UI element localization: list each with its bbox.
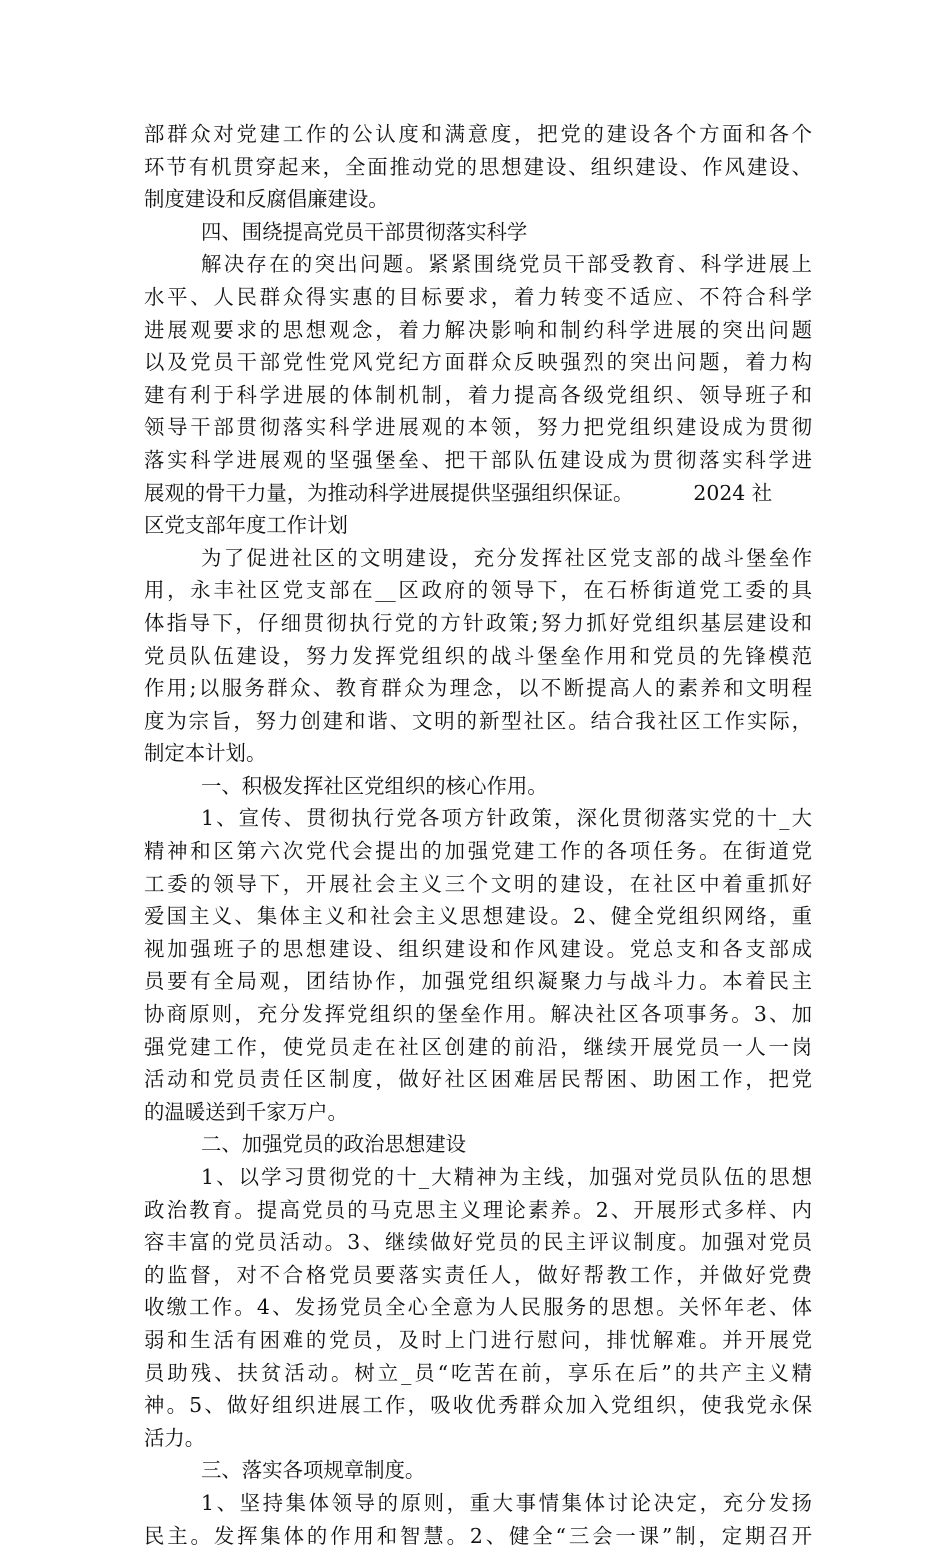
- text-line-content: 协商原则，充分发挥党组织的堡垒作用。解决社区各项事务。3、加: [144, 1002, 812, 1027]
- text-line-content: 1、坚持集体领导的原则，重大事情集体讨论决定，充分发扬: [201, 1490, 812, 1515]
- text-line: [144, 1161, 812, 1194]
- text-line-content: 精神和区第六次党代会提出的加强党建工作的各项任务。在街道党: [144, 839, 812, 864]
- text-line: [144, 216, 812, 249]
- text-line: [144, 118, 812, 151]
- text-line: [144, 672, 812, 705]
- text-line-content: 二、加强党员的政治思想建设: [201, 1132, 467, 1157]
- text-line-content: 政治教育。提高党员的马克思主义理论素养。2、开展形式多样、内: [144, 1197, 812, 1222]
- text-line-content: 制度建设和反腐倡廉建设。: [144, 187, 389, 212]
- text-line: [144, 411, 812, 444]
- text-line: [144, 998, 812, 1031]
- text-line: [144, 1357, 812, 1390]
- text-line: [144, 1031, 812, 1064]
- text-line: [144, 574, 812, 607]
- text-line-content: 爱国主义、集体主义和社会主义思想建设。2、健全党组织网络，重: [144, 904, 812, 929]
- text-line-content: 环节有机贯穿起来，全面推动党的思想建设、组织建设、作风建设、: [144, 154, 812, 179]
- text-line: [144, 770, 812, 803]
- text-line-content: 用，永丰社区党支部在__区政府的领导下，在石桥街道党工委的具: [144, 578, 812, 603]
- text-line: [144, 1128, 812, 1161]
- text-line-content: 一、积极发挥社区党组织的核心作用。: [201, 773, 548, 798]
- text-line-content: 制定本计划。: [144, 741, 267, 766]
- text-line: [144, 1520, 812, 1552]
- text-line-content: 容丰富的党员活动。3、继续做好党员的民主评议制度。加强对党员: [144, 1230, 812, 1255]
- text-line: [144, 607, 812, 640]
- text-line: [144, 1389, 812, 1422]
- text-line-content: 进展观要求的思想观念，着力解决影响和制约科学进展的突出问题: [144, 317, 812, 342]
- text-line-content: 神。5、做好组织进展工作，吸收优秀群众加入党组织，使我党永保: [144, 1393, 812, 1418]
- text-line: [144, 1259, 812, 1292]
- text-line-content: 的温暖送到千家万户。: [144, 1099, 348, 1124]
- text-line-content: 活动和党员责任区制度，做好社区困难居民帮困、助困工作，把党: [144, 1067, 812, 1092]
- text-line: [144, 1422, 812, 1455]
- text-line: [144, 248, 812, 281]
- text-line-content: 度为宗旨，努力创建和谐、文明的新型社区。结合我社区工作实际，: [144, 708, 812, 733]
- text-line-content: 1、以学习贯彻党的十_大精神为主线，加强对党员队伍的思想: [201, 1165, 812, 1189]
- text-line-content: 解决存在的突出问题。紧紧围绕党员干部受教育、科学进展上: [201, 252, 812, 277]
- text-line: [144, 1063, 812, 1096]
- text-line: [144, 1291, 812, 1324]
- text-line-content: 民主。发挥集体的作用和智慧。2、健全“三会一课”制，定期召开: [144, 1523, 812, 1548]
- text-line-content: 的监督，对不合格党员要落实责任人，做好帮教工作，并做好党费: [144, 1262, 812, 1287]
- document-page: [144, 118, 812, 1552]
- text-line: [144, 509, 812, 542]
- text-line: [144, 183, 812, 216]
- text-line: [144, 900, 812, 933]
- text-line-content: 水平、人民群众得实惠的目标要求，着力转变不适应、不符合科学: [144, 284, 812, 309]
- text-line-content: 三、落实各项规章制度。: [201, 1458, 426, 1483]
- text-line-content: 体指导下，仔细贯彻执行党的方针政策;努力抓好党组织基层建设和: [144, 610, 812, 635]
- text-line-content: 收缴工作。4、发扬党员全心全意为人民服务的思想。关怀年老、体: [144, 1295, 812, 1320]
- text-line-content: 以及党员干部党性党风党纪方面群众反映强烈的突出问题，着力构: [144, 350, 812, 375]
- text-line-content: 视加强班子的思想建设、组织建设和作风建设。党总支和各支部成: [144, 936, 812, 961]
- text-line: [144, 737, 812, 770]
- text-line: [144, 379, 812, 412]
- text-line-content: 部群众对党建工作的公认度和满意度，把党的建设各个方面和各个: [144, 122, 812, 146]
- text-line: [144, 1194, 812, 1227]
- section-title-start: 2024 社: [693, 480, 773, 505]
- text-line-content: 工委的领导下，开展社会主义三个文明的建设，在社区中着重抓好: [144, 871, 812, 896]
- text-line: [144, 542, 812, 575]
- text-line-content: 领导干部贯彻落实科学进展观的本领，努力把党组织建设成为贯彻: [144, 415, 812, 440]
- text-line: [144, 868, 812, 901]
- text-line: [144, 477, 812, 510]
- text-line: [144, 933, 812, 966]
- text-line: [144, 1096, 812, 1129]
- text-line-content: 展观的骨干力量，为推动科学进展提供坚强组织保证。: [144, 480, 634, 505]
- text-line: [144, 965, 812, 998]
- text-line-content: 弱和生活有困难的党员，及时上门进行慰问，排忧解难。并开展党: [144, 1327, 812, 1352]
- text-line-content: 建有利于科学进展的体制机制，着力提高各级党组织、领导班子和: [144, 382, 812, 407]
- text-line-content: 员要有全局观，团结协作，加强党组织凝聚力与战斗力。本着民主: [144, 969, 812, 994]
- text-line-content: 为了促进社区的文明建设，充分发挥社区党支部的战斗堡垒作: [201, 545, 812, 570]
- text-line: [144, 802, 812, 835]
- text-line-content: 党员队伍建设，努力发挥党组织的战斗堡垒作用和党员的先锋模范: [144, 643, 812, 668]
- text-line: [144, 281, 812, 314]
- text-line: [144, 705, 812, 738]
- text-line: [144, 314, 812, 347]
- text-line: [144, 1324, 812, 1357]
- text-line: [144, 640, 812, 673]
- text-line: [144, 346, 812, 379]
- text-line-content: 作用;以服务群众、教育群众为理念，以不断提高人的素养和文明程: [144, 676, 812, 701]
- text-line-content: 区党支部年度工作计划: [144, 513, 348, 538]
- text-line-content: 员助残、扶贫活动。树立_员“吃苦在前，享乐在后”的共产主义精: [144, 1360, 812, 1385]
- text-line: [144, 835, 812, 868]
- text-line-content: 1、宣传、贯彻执行党各项方针政策，深化贯彻落实党的十_大: [201, 806, 812, 831]
- text-line-content: 强党建工作，使党员走在社区创建的前沿，继续开展党员一人一岗: [144, 1034, 812, 1059]
- text-line-content: 活力。: [144, 1425, 206, 1450]
- text-line-content: 四、围绕提高党员干部贯彻落实科学: [201, 219, 528, 244]
- text-line: [144, 1487, 812, 1520]
- text-line: [144, 444, 812, 477]
- text-line: [144, 1454, 812, 1487]
- text-line: [144, 151, 812, 184]
- text-line: [144, 1226, 812, 1259]
- text-line-content: 落实科学进展观的坚强堡垒、把干部队伍建设成为贯彻落实科学进: [144, 447, 812, 472]
